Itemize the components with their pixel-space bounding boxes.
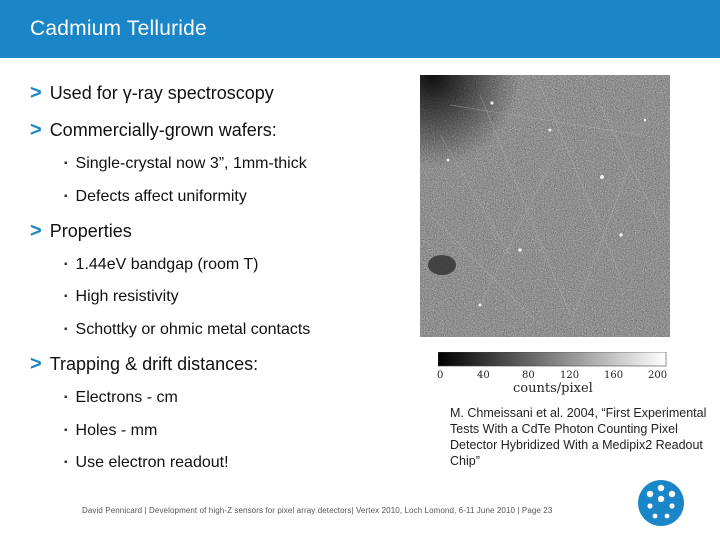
sub-bullet-text: Holes - mm: [75, 422, 158, 439]
square-bullet-icon: ▪: [64, 158, 68, 169]
footer-text: David Pennicard | Development of high-Z sensors for pixel array detectors| Vertex 2010, Loch Lomond, 6-11 June 2010 | Page 23: [82, 506, 553, 515]
figure-citation: M. Chmeissani et al. 2004, “First Experimental Tests With a CdTe Photon Counting Pixel Detector Hybridized With a Medipix2 Readout Chip”: [450, 406, 707, 468]
bullet-item: [30, 119, 277, 142]
colorbar-tick-label: 120: [560, 370, 580, 381]
xray-image-graphic: [420, 75, 670, 337]
colorbar-tick-label: 0: [437, 370, 444, 381]
sub-bullet-text: High resistivity: [75, 288, 179, 305]
colorbar-tick-label: 80: [522, 370, 535, 381]
sub-bullet-text: Electrons - cm: [75, 389, 178, 406]
sub-bullet-text: Schottky or ohmic metal contacts: [75, 321, 311, 338]
sub-bullet-text: Defects affect uniformity: [75, 188, 247, 205]
colorbar-tick-label: 40: [477, 370, 490, 381]
sub-bullet-item: [64, 321, 310, 339]
sub-bullet-item: [64, 188, 247, 206]
square-bullet-icon: ▪: [64, 324, 68, 335]
colorbar-title: counts/pixel: [513, 381, 593, 396]
slide-title: Cadmium Telluride: [30, 17, 207, 40]
bullet-marker-icon: >: [30, 220, 42, 242]
desy-logo: [636, 478, 686, 533]
bullet-marker-icon: >: [30, 119, 42, 141]
bullet-text: Commercially-grown wafers:: [49, 120, 277, 140]
square-bullet-icon: ▪: [64, 457, 68, 468]
colorbar-tick-label: 160: [604, 370, 624, 381]
desy-logo-icon: [636, 478, 686, 528]
bullet-text: Used for γ-ray spectroscopy: [49, 83, 274, 103]
sub-bullet-item: [64, 288, 179, 306]
sub-bullet-item: [64, 422, 157, 440]
bullet-item: [30, 220, 132, 243]
colorbar-gradient: [438, 352, 668, 367]
sub-bullet-item: [64, 389, 178, 407]
sub-bullet-text: Single-crystal now 3”, 1mm-thick: [75, 155, 307, 172]
sub-bullet-item: [64, 155, 307, 173]
bullet-text: Properties: [49, 221, 132, 241]
square-bullet-icon: ▪: [64, 392, 68, 403]
bullet-text: Trapping & drift distances:: [49, 354, 259, 374]
cdte-xray-image: [420, 75, 670, 337]
square-bullet-icon: ▪: [64, 259, 68, 270]
square-bullet-icon: ▪: [64, 425, 68, 436]
colorbar: [438, 352, 668, 372]
colorbar-tick-label: 200: [648, 370, 668, 381]
bullet-marker-icon: >: [30, 82, 42, 104]
sub-bullet-item: [64, 256, 258, 274]
square-bullet-icon: ▪: [64, 291, 68, 302]
bullet-marker-icon: >: [30, 353, 42, 375]
sub-bullet-text: 1.44eV bandgap (room T): [75, 256, 259, 273]
sub-bullet-item: [64, 454, 229, 472]
bullet-item: [30, 353, 258, 376]
bullet-item: [30, 82, 274, 105]
square-bullet-icon: ▪: [64, 191, 68, 202]
title-bar: [0, 0, 720, 58]
sub-bullet-text: Use electron readout!: [75, 454, 229, 471]
